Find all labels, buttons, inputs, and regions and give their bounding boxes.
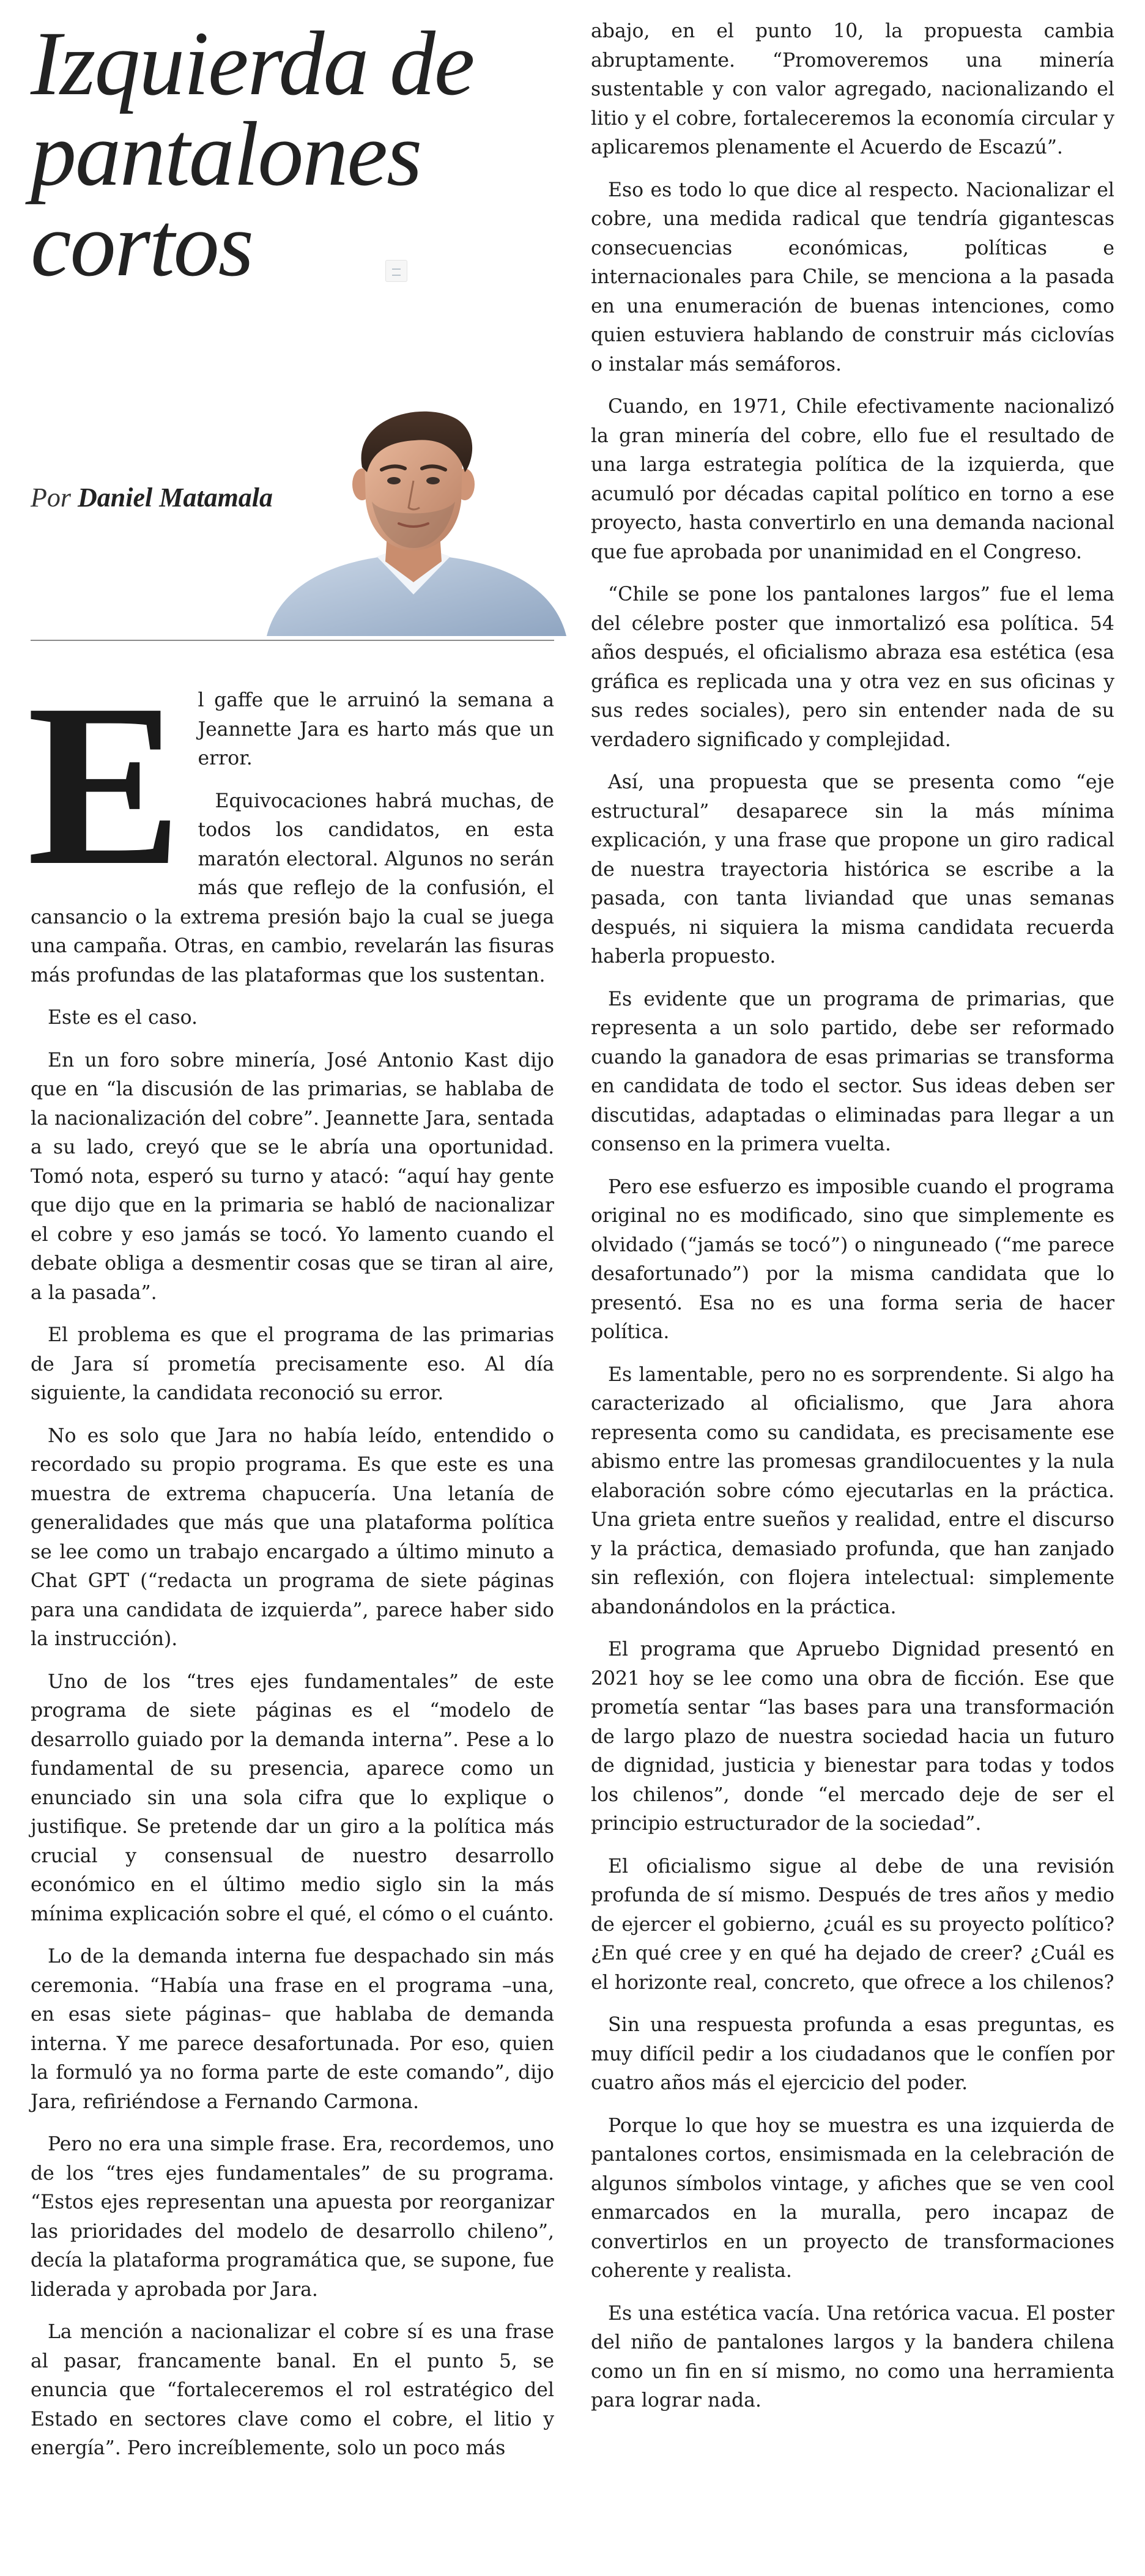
byline-block [31,404,554,636]
article-paragraph: Cuando, en 1971, Chile efectivamente nacionalizó la gran minería del cobre, ello fue el resultado de una larga estrategia política de la izquierda, que acumuló por décadas capital político en torno a ese proyecto, hasta convertirlo en una demanda nacional que fue aprobada por unanimidad en el Congreso. [591,396,1114,563]
article-paragraph: “Chile se pone los pantalones largos” fue el lema del célebre poster que inmortalizó esa política. 54 años después, el oficialismo abraza esa estética (esa gráfica es replicada una y otra vez en sus oficinas y sus redes sociales), pero sin entender nada de su verdadero significado y complejidad. [591,583,1114,751]
article-paragraph: Así, una propuesta que se presenta como “eje estructural” desaparece sin la más mínima explicación, y una frase que propone un giro radical de nuestra trayectoria histórica se escribe a la pasada, con tanta liviandad que unas semanas después, ni siquiera la misma candidata recuerda haberla propuesto. [591,771,1114,968]
article-body-right-column [591,17,1114,2429]
article-paragraph: Lo de la demanda interna fue despachado sin más ceremonia. “Había una frase en el programa –una, en esas siete páginas– que hablaba de demanda interna. Y me parece desafortunada. Por eso, quien la formuló ya no forma parte de este comando”, dijo Jara, refiriéndose a Fernando Carmona. [31,1945,554,2113]
article-paragraph: Es lamentable, pero no es sorprendente. Si algo ha caracterizado al oficialismo, que Jara ahora representa como su candidata, es precisamente ese abismo entre las promesas grandilocuentes y la nula elaboración sobre cómo ejecutarlas en la práctica. Una grieta entre sueños y realidad, entre el discurso y la práctica, demasiado profunda, que han zanjado sin reflexión, con flojera intelectual: simplemente abandonándolos en la práctica. [591,1363,1114,1618]
article-paragraph: Eso es todo lo que dice al respecto. Nacionalizar el cobre, una medida radical que tendría gigantescas consecuencias económicas, políticas e internacionales para Chile, se menciona a la pasada en una enumeración de buenas intenciones, como quien estuviera hablando de construir más ciclovías o instalar más semáforos. [591,179,1114,376]
header-divider [31,640,554,641]
text-note-icon [385,260,407,282]
article-paragraph: Este es el caso. [48,1007,198,1029]
paragraph-text: l gaffe que le arruinó la semana a Jeannette Jara es harto más que un error. [198,689,554,769]
article-paragraph: Es evidente que un programa de primarias, que representa a un solo partido, debe ser reformado cuando la ganadora de esas primarias se transforma en candidata de todo el sector. Sus ideas deben ser discutidas, adaptadas o eliminadas para llegar a un consenso en la primera vuelta. [591,988,1114,1155]
article-paragraph: En un foro sobre minería, José Antonio Kast dijo que en “la discusión de las primarias, se hablaba de la nacionalización del cobre”. Jeannette Jara, sentada a su lado, creyó que se le abría una oportunidad. Tomó nota, esperó su turno y atacó: “aquí hay gente que dijo que en la primaria se habló de nacionalizar el cobre y eso jamás se tocó. Yo lamento cuando el debate obliga a desmentir cosas que se tiran al aire, a la pasada”. [31,1049,554,1304]
article-paragraph: No es solo que Jara no había leído, entendido o recordado su propio programa. Es que este es una muestra de extrema chapucería. Una letanía de generalidades que más que una plataforma política se lee como un trabajo encargado a último minuto a Chat GPT (“redacta un programa de siete páginas para una candidata de izquierda”, parece haber sido la instrucción). [31,1424,554,1650]
article-paragraph: Equivocaciones habrá muchas, de todos los candidatos, en esta maratón electoral. Algunos no serán más que reflejo de la confusión, el cansancio o la extrema presión bajo la cual se juega una campaña. Otras, en cambio, revelarán las fisuras más profundas de las plataformas que los sustentan. [31,790,554,986]
byline [31,482,273,513]
article-paragraph: Pero no era una simple frase. Era, recordemos, uno de los “tres ejes fundamentales” de su programa. “Estos ejes representan una apuesta por reorganizar las prioridades del modelo de desarrollo chileno”, decía la plataforma programática que, se supone, fue liderada y aprobada por Jara. [31,2133,554,2301]
article-paragraph: El problema es que el programa de las primarias de Jara sí prometía precisamente eso. Al día siguiente, la candidata reconoció su error. [31,1324,554,1404]
article-body-left-column [27,656,554,2477]
article-paragraph: El oficialismo sigue al debe de una revisión profunda de sí mismo. Después de tres años y medio de ejercer el gobierno, ¿cuál es su proyecto político? ¿En qué cree y en qué ha dejado de creer? ¿Cuál es el horizonte real, concreto, que ofrece a los chilenos? [591,1855,1114,1994]
drop-cap: E [27,656,182,914]
article-paragraph: El programa que Apruebo Dignidad presentó en 2021 hoy se lee como una obra de ficción. Ese que prometía sentar “las bases para una transformación de largo plazo de nuestra sociedad hacia un futuro de dignidad, justicia y bienestar para todas y todos los chilenos”, donde “el mercado deje de ser el principio estructurador de la sociedad”. [591,1638,1114,1835]
byline-prefix: Por [31,483,71,513]
article-paragraph: Es una estética vacía. Una retórica vacua. El poster del niño de pantalones largos y la bandera chilena como un fin en sí mismo, no como una herramienta para lograr nada. [591,2302,1114,2411]
headline: Izquierda de pantalones cortos [31,13,474,295]
article-paragraph: La mención a nacionalizar el cobre sí es una frase al pasar, francamente banal. En el punto 5, se enuncia que “fortaleceremos el rol estratégico del Estado en sectores clave como el cobre, el litio y energía”. Pero increíblemente, solo un poco más [31,2321,554,2459]
article-paragraph: Sin una respuesta profunda a esas preguntas, es muy difícil pedir a los ciudadanos que le confíen por cuatro años más el ejercicio del poder. [591,2014,1114,2094]
article-paragraph: Uno de los “tres ejes fundamentales” de este programa de siete páginas es el “modelo de desarrollo guiado por la demanda interna”. Pese a lo fundamental de su presencia, aparece como un enunciado sin una sola cifra que lo explique o justifique. Se pretende dar un giro a la política más crucial y consensual de nuestro desarrollo económico en el último medio siglo sin la más mínima explicación sobre el qué, el cómo o el cuánto. [31,1670,554,1925]
article-paragraph: abajo, en el punto 10, la propuesta cambia abruptamente. “Promoveremos una minería sustentable y con valor agregado, nacionalizando el litio y el cobre, fortaleceremos la economía circular y aplicaremos plenamente el Acuerdo de Escazú”. [591,20,1114,158]
byline-author: Daniel Matamala [78,483,273,513]
article-paragraph: Pero ese esfuerzo es imposible cuando el programa original no es modificado, sino que simplemente es olvidado (“jamás se tocó”) o ninguneado (“me parece desafortunado”) por la misma candidata que lo presentó. Esa no es una forma seria de hacer política. [591,1175,1114,1343]
headline-block [31,13,554,295]
author-portrait [242,404,585,636]
article-paragraph: Porque lo que hoy se muestra es una izquierda de pantalones cortos, ensimismada en la celebración de algunos símbolos vintage, y afiches que se ven cool enmarcados en la muralla, pero incapaz de convertirlos en un proyecto de transformaciones coherente y realista. [591,2114,1114,2282]
